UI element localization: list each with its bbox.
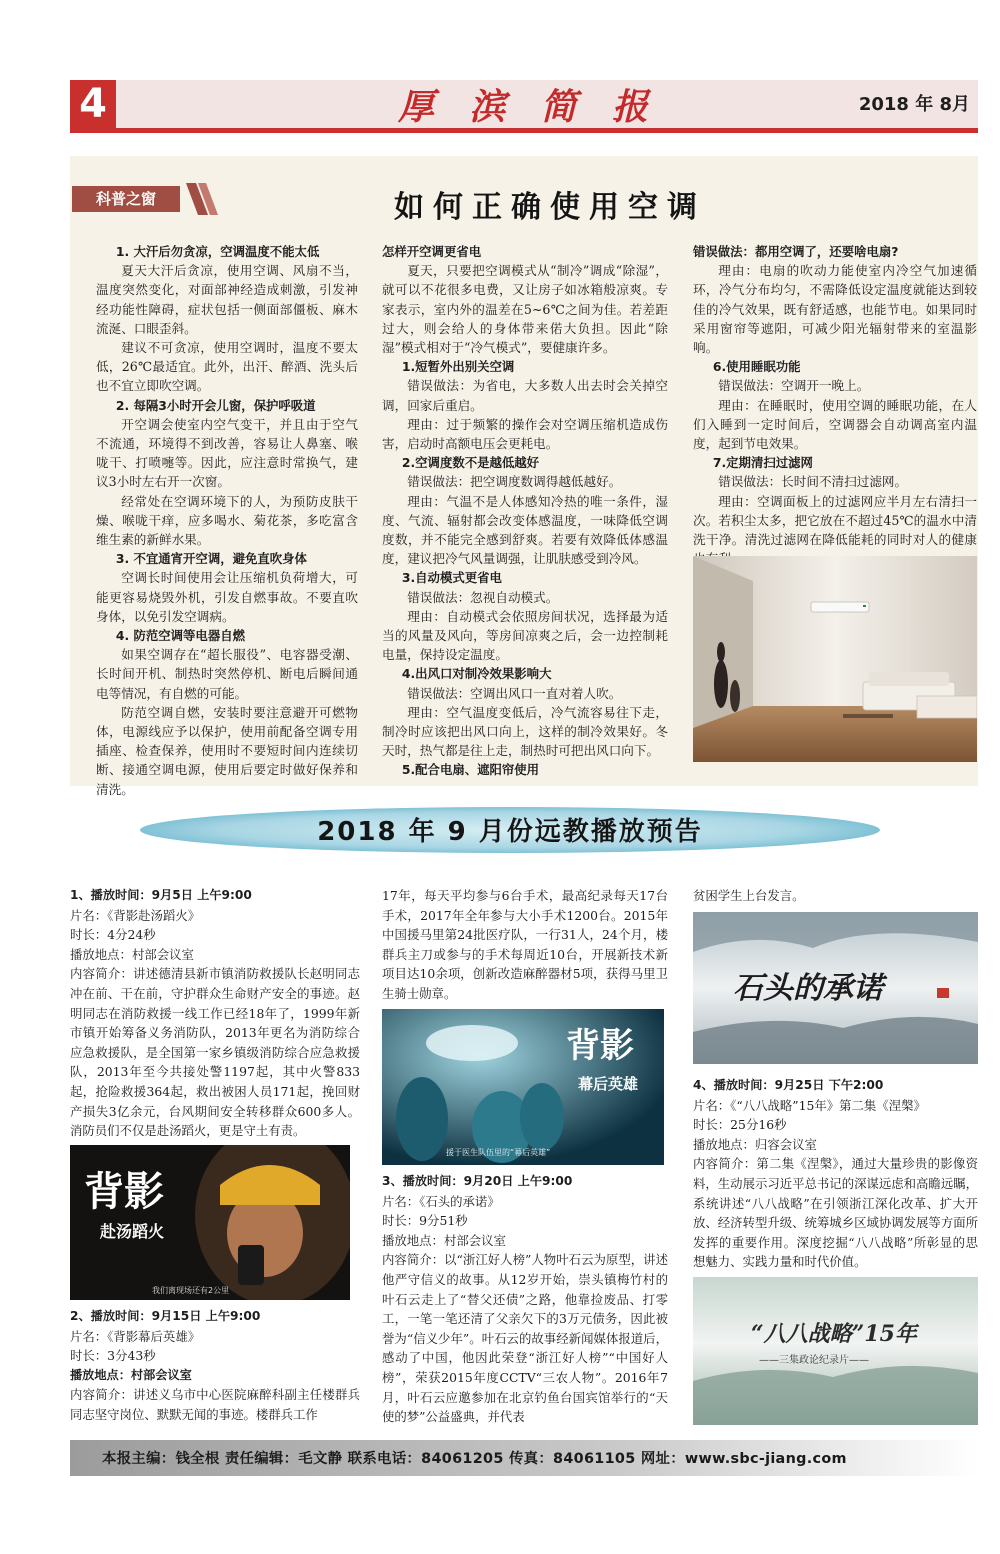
img3-title: 石头的承诺 xyxy=(733,971,883,1006)
schedule-line: 播放地点：村部会议室 xyxy=(382,1232,506,1248)
schedule-column-1b xyxy=(70,1307,360,1425)
article-paragraph: 理由：过于频繁的操作会对空调压缩机造成伤害，启动时高额电压会更耗电。 xyxy=(382,416,668,452)
article-paragraph: 夏天，只要把空调模式从“制冷”调成“除湿”，就可以不花很多电费，又让房子如冰箱般凉爽。专家表示，室内外的温差在5~6℃之间为佳。若差距过大，则会给人的身体带来偌大负担。因此“除湿”模式相对于“冷气模式”，要健康许多。 xyxy=(382,263,668,356)
film-still-eight-eight-strategy xyxy=(693,1277,978,1425)
masthead-logo xyxy=(398,82,648,126)
schedule-line: 播放地点：归容会议室 xyxy=(693,1136,817,1152)
article-paragraph: 错误做法：空调出风口一直对着人吹。 xyxy=(407,685,622,701)
schedule-column-1 xyxy=(70,886,360,1141)
schedule-column-3b xyxy=(693,1076,978,1272)
schedule-line: 内容简介：讲述义乌市中心医院麻醉科副主任楼群兵同志坚守岗位、默默无闻的事迹。楼群兵工作 xyxy=(70,1387,360,1422)
img2-subtitle: 幕后英雄 xyxy=(578,1075,639,1093)
schedule-column-2b xyxy=(382,1172,668,1427)
schedule-line: 片名：《背影幕后英雄》 xyxy=(70,1328,201,1344)
article-paragraph: 理由：气温不是人体感知冷热的唯一条件，湿度、气流、辐射都会改变体感温度，一味降低空调度数，并不能完全感到舒爽。若要有效降低体感温度，建议把冷气风量调强，让肌肤感受到冷风。 xyxy=(382,493,668,567)
section-heading: 4.出风口对制冷效果影响大 xyxy=(401,666,552,682)
article-paragraph: 错误做法：空调开一晚上。 xyxy=(718,378,870,394)
schedule-line: 内容简介：第二集《涅槃》，通过大量珍贵的影像资料，生动展示习近平总书记的深谋远虑和高瞻远瞩，系统讲述“八八战略”在引领浙江深化改革、扩大开放、经济转型升级、统筹城乡区域协调发展等方面所发挥的重要作用。深度挖掘“八八战略”所彰显的思想魅力、实践力量和时代价值。 xyxy=(693,1156,978,1270)
article-paragraph: 错误做法：为省电，大多数人出去时会关掉空调，回家后重启。 xyxy=(382,378,668,413)
schedule-line: 内容简介：以“浙江好人榜”人物叶石云为原型，讲述他严守信义的故事。从12岁开始，崇头镇梅竹村的叶石云走上了“替父还债”之路，他靠捡废品、打零工，一笔一笔还清了父亲欠下的3万元债务，因此被誉为“信义少年”。叶石云的故事经新闻媒体报道后，感动了中国，他因此荣登“浙江好人榜”“中国好人榜”，荣获2015年度CCTV“三农人物”。2016年7月，叶石云应邀参加在北京钓鱼台国宾馆举行的“天使的梦”公益盛典，并代表 xyxy=(382,1252,668,1425)
article-column-2 xyxy=(382,242,668,780)
schedule-line: 时长：25分16秒 xyxy=(693,1117,787,1133)
article-paragraph: 建议不可贪凉，使用空调时，温度不要太低，26℃最适宜。此外，出汗、醉酒、洗头后也不宜立即吹空调。 xyxy=(96,340,358,394)
schedule-line: 片名：《“八八战略”15年》第二集《涅槃》 xyxy=(693,1097,926,1113)
article-title: 如何正确使用空调 xyxy=(394,190,706,225)
section-tag: 科普之窗 xyxy=(72,186,180,212)
schedule-line: 播放地点：村部会议室 xyxy=(70,946,194,962)
masthead-char: 报 xyxy=(611,85,648,128)
article-paragraph: 开空调会使室内空气变干，并且由于空气不流通，环境得不到改善，容易让人鼻塞、喉咙干、打喷嚏等。因此，应注意时常换气，建议3小时左右开一次窗。 xyxy=(96,416,358,490)
section-heading: 3. 不宜通宵开空调，避免直吹身体 xyxy=(115,551,307,567)
section-heading: 2.空调度数不是越低越好 xyxy=(401,455,540,471)
living-room-photo xyxy=(693,556,977,762)
article-paragraph: 理由：自动模式会依照房间状况，选择最为适当的风量及风向，等房间凉爽之后，会一边控制耗电量，保持设定温度。 xyxy=(382,608,668,663)
masthead-char: 滨 xyxy=(469,85,506,128)
schedule-title: 2018 年 9 月份远教播放预告 xyxy=(317,817,703,847)
issue-date: 2018 年 8月 xyxy=(858,94,970,115)
masthead-divider xyxy=(70,128,978,133)
schedule-line: 时长：9分51秒 xyxy=(382,1213,468,1229)
section-heading: 1.短暂外出别关空调 xyxy=(401,359,515,375)
schedule-heading: 1、播放时间：9月5日 上午9:00 xyxy=(70,888,252,902)
schedule-heading: 2、播放时间：9月15日 上午9:00 xyxy=(70,1309,261,1323)
section-heading: 3.自动模式更省电 xyxy=(401,570,502,586)
img1-caption: 我们离现场还有2公里 xyxy=(152,1286,230,1295)
article-paragraph: 理由：空气温度变低后，冷气流容易往下走，制冷时应该把出风口向上，这样的制冷效果好。冬天时，热气都是往上走，制热时可把出风口向下。 xyxy=(382,704,668,759)
article-paragraph: 错误做法：把空调度数调得越低越好。 xyxy=(407,474,622,490)
schedule-line: 片名：《石头的承诺》 xyxy=(382,1193,500,1209)
schedule-line: 内容简介：讲述德清县新市镇消防救援队长赵明同志冲在前、干在前，守护群众生命财产安全的事迹。赵明同志在消防救援一线工作已经18年了，1999年新市镇开始筹备义务消防队，2013年更名为消防综合应急救援队，是全国第一家乡镇级消防综合应急救援队，2013年至今共接处警1197起，其中火警833起，抢险救援364起，救出被困人员171起，挽回财产损失3亿余元，台风期间安全转移群众600多人。消防员们不仅是赴汤蹈火，更是守土有责。 xyxy=(70,966,360,1139)
schedule-line: 17年，每天平均参与6台手术，最高纪录每天17台手术，2017年全年参与大小手术1200台。2015年中国援马里第24批医疗队，一行31人，24个月，楼群兵主刀或参与的手术每周近10台，开展新技术新项目达10余项，创新改造麻醉器材5项，获得马里卫生骑士勋章。 xyxy=(382,888,668,1001)
schedule-column-2 xyxy=(382,886,668,1004)
tag-slashes-icon xyxy=(184,181,224,217)
film-still-surgery xyxy=(382,1009,664,1165)
section-heading: 1. 大汗后勿贪凉，空调温度不能太低 xyxy=(115,244,320,259)
img1-subtitle: 赴汤蹈火 xyxy=(100,1222,165,1241)
schedule-heading: 3、播放时间：9月20日 上午9:00 xyxy=(382,1174,573,1188)
page-number: 4 xyxy=(70,80,116,128)
film-still-stone-promise xyxy=(693,912,978,1064)
section-heading: 2. 每隔3小时开会儿窗，保护呼吸道 xyxy=(115,397,316,413)
article-paragraph: 如果空调存在“超长服役”、电容器受潮、长时间开机、制热时突然停机、断电后瞬间通电等情况，有自燃的可能。 xyxy=(96,647,358,701)
article-paragraph: 理由：空调面板上的过滤网应半月左右清扫一次。若积尘太多，把它放在不超过45℃的温水中清洗干净。清洗过滤网在降低能耗的同时对人的健康 xyxy=(693,493,977,548)
img4-title: “八八战略”15年 xyxy=(751,1321,917,1347)
article-paragraph: 经常处在空调环境下的人，为预防皮肤干燥、喉咙干痒，应多喝水、菊花茶，多吃富含维生素的新鲜水果。 xyxy=(96,493,358,548)
article-paragraph: 防范空调自燃，安装时要注意避开可燃物体，电源线应予以保护，使用前配备空调专用插座、检查保养，使用时不要短时间内连续切断、接通空调电源，使用后要定时做好保养和清洗。 xyxy=(96,704,358,797)
film-still-fire xyxy=(70,1145,350,1300)
section-heading: 6.使用睡眠功能 xyxy=(712,359,801,375)
schedule-heading: 播放地点：村部会议室 xyxy=(70,1367,192,1382)
article-paragraph: 空调长时间使用会让压缩机负荷增大，可能更容易烧毁外机，引发自燃事故。不要直吹身体，以免引发空调病。 xyxy=(96,570,358,624)
article-column-1 xyxy=(96,242,358,799)
section-heading: 5.配合电扇、遮阳帘使用 xyxy=(401,762,540,778)
article-paragraph: 理由：电扇的吹动力能使室内冷空气加速循环，冷气分布均匀，不需降低设定温度就能达到较佳的冷气效果，既有舒适感，也能节电。如果同时采用窗帘等遮阳，可减少阳光辐射带来的室温影响。 xyxy=(693,263,977,356)
schedule-column-3 xyxy=(693,886,978,906)
schedule-line: 时长：3分43秒 xyxy=(70,1348,156,1364)
article-paragraph: 错误做法：忽视自动模式。 xyxy=(407,589,559,605)
section-heading: 7.定期清扫过滤网 xyxy=(712,455,813,471)
img2-title: 背影 xyxy=(566,1026,634,1066)
masthead-char: 厚 xyxy=(398,85,435,128)
schedule-line: 时长：4分24秒 xyxy=(70,927,156,943)
section-heading: 错误做法：都用空调了，还要啥电扇? xyxy=(693,244,899,259)
img2-caption: 援于医生队伍里的“幕后英雄” xyxy=(446,1148,551,1157)
article-paragraph: 夏天大汗后贪凉，使用空调、风扇不当，温度突然变化，对面部神经造成刺激，引发神经功能性障碍，症状包括一侧面部僵板、麻木流涎、口眼歪斜。 xyxy=(96,263,358,336)
article-paragraph: 错误做法：长时间不清扫过滤网。 xyxy=(718,474,908,490)
section-heading: 怎样开空调更省电 xyxy=(382,244,482,259)
section-heading: 4. 防范空调等电器自燃 xyxy=(115,628,245,644)
schedule-heading: 4、播放时间：9月25日 下午2:00 xyxy=(693,1078,884,1092)
article-column-3 xyxy=(693,242,977,568)
schedule-line: 贫困学生上台发言。 xyxy=(693,888,805,903)
schedule-line: 片名：《背影赴汤蹈火》 xyxy=(70,907,201,923)
img4-subtitle: ——三集政论纪录片—— xyxy=(759,1355,869,1366)
img1-title: 背影 xyxy=(84,1168,164,1215)
footer-contact-info: 本报主编：钱全根 责任编辑：毛文静 联系电话：84061205 传真：84061105 网址：www.sbc-jiang.com xyxy=(102,1451,847,1467)
masthead-char: 简 xyxy=(540,85,577,128)
article-paragraph: 理由：在睡眠时，使用空调的睡眠功能，在人们入睡到一定时间后，空调器会自动调高室内温度，起到节电效果。 xyxy=(693,397,977,452)
